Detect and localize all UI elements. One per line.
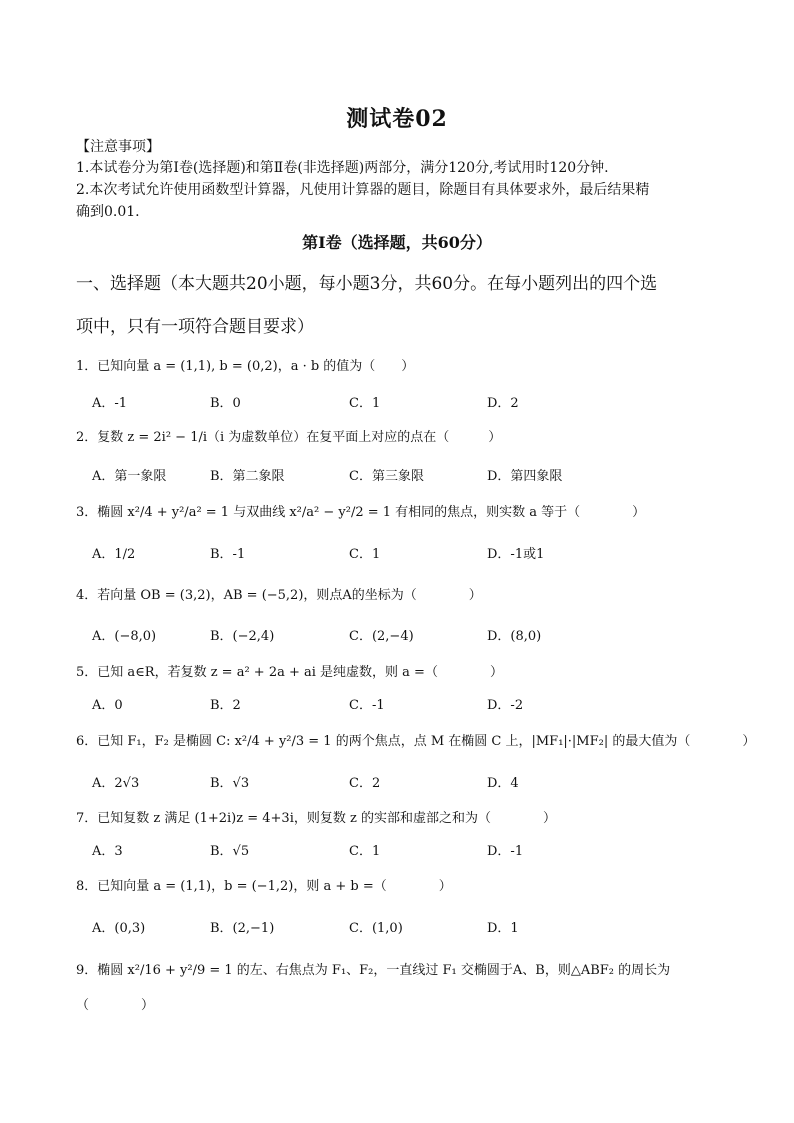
q8-option-b: B．(2,−1) (210, 921, 275, 936)
question-7: 7．已知复数 z 满足 (1+2i)z = 4+3i，则复数 z 的实部和虚部之和为（ ） (76, 811, 556, 826)
q6-option-b: B．√3 (210, 776, 250, 791)
q1-option-d: D．2 (487, 396, 519, 411)
q3-option-d: D．-1或1 (487, 547, 545, 562)
q1-option-b: B．0 (210, 396, 241, 411)
question-9: 9．椭圆 x²/16 + y²/9 = 1 的左、右焦点为 F₁、F₂，一直线过 F₁ 交椭圆于A、B，则△ABF₂ 的周长为 (76, 963, 671, 978)
q5-option-c: C．-1 (349, 698, 385, 713)
q2-option-c: C．第三象限 (349, 469, 424, 484)
q4-option-d: D．(8,0) (487, 629, 542, 644)
q6-option-c: C．2 (349, 776, 381, 791)
q4-option-c: C．(2,−4) (349, 629, 414, 644)
question-2: 2．复数 z = 2i² − 1/i（i 为虚数单位）在复平面上对应的点在（ ） (76, 430, 502, 445)
question-9-answer-blank: （ ） (76, 998, 155, 1013)
q8-option-d: D．1 (487, 921, 519, 936)
q8-option-a: A．(0,3) (92, 921, 146, 936)
question-1: 1．已知向量 a = (1,1), b = (0,2)，a · b 的值为（ ） (76, 359, 415, 374)
question-3: 3．椭圆 x²/4 + y²/a² = 1 与双曲线 x²/a² − y²/2 = 1 有相同的焦点，则实数 a 等于（ ） (76, 505, 646, 520)
notice-header: 【注意事项】 (76, 139, 160, 155)
part-heading-line2: 项中，只有一项符合题目要求） (76, 317, 314, 337)
q5-option-a: A．0 (92, 698, 123, 713)
q5-option-d: D．-2 (487, 698, 524, 713)
notice-item-2: 2.本次考试允许使用函数型计算器，凡使用计算器的题目，除题目有具体要求外，最后结果精 (76, 182, 650, 198)
question-8: 8．已知向量 a = (1,1)，b = (−1,2)，则 a + b =（ ） (76, 879, 452, 894)
q1-option-c: C．1 (349, 396, 381, 411)
notice-item-1: 1.本试卷分为第Ⅰ卷(选择题)和第Ⅱ卷(非选择题)两部分，满分120分,考试用时120分钟. (76, 160, 609, 176)
q2-option-d: D．第四象限 (487, 469, 563, 484)
q3-option-b: B．-1 (210, 547, 246, 562)
q1-option-a: A．-1 (92, 396, 128, 411)
q2-option-b: B．第二象限 (210, 469, 285, 484)
q7-option-b: B．√5 (210, 844, 250, 859)
part-heading-line1: 一、选择题（本大题共20小题，每小题3分，共60分。在每小题列出的四个选 (76, 274, 658, 294)
section-title: 第Ⅰ卷（选择题，共60分） (302, 233, 492, 252)
q3-option-c: C．1 (349, 547, 381, 562)
q6-option-a: A．2√3 (92, 776, 140, 791)
q3-option-a: A．1/2 (92, 547, 136, 562)
q5-option-b: B．2 (210, 698, 241, 713)
page-title: 测试卷02 (346, 106, 448, 132)
q2-option-a: A．第一象限 (92, 469, 167, 484)
q7-option-d: D．-1 (487, 844, 524, 859)
question-5: 5．已知 a∈R，若复数 z = a² + 2a + ai 是纯虚数，则 a =（ ） (76, 665, 503, 680)
q7-option-c: C．1 (349, 844, 381, 859)
q6-option-d: D．4 (487, 776, 519, 791)
q8-option-c: C．(1,0) (349, 921, 403, 936)
question-6: 6．已知 F₁，F₂ 是椭圆 C: x²/4 + y²/3 = 1 的两个焦点，点 M 在椭圆 C 上，|MF₁|·|MF₂| 的最大值为（ ） (76, 734, 756, 749)
notice-item-2-cont: 确到0.01. (76, 204, 140, 220)
q4-option-b: B．(−2,4) (210, 629, 275, 644)
question-4: 4．若向量 OB = (3,2)，AB = (−5,2)，则点A的坐标为（ ） (76, 588, 482, 603)
q7-option-a: A．3 (92, 844, 123, 859)
q4-option-a: A．(−8,0) (92, 629, 157, 644)
